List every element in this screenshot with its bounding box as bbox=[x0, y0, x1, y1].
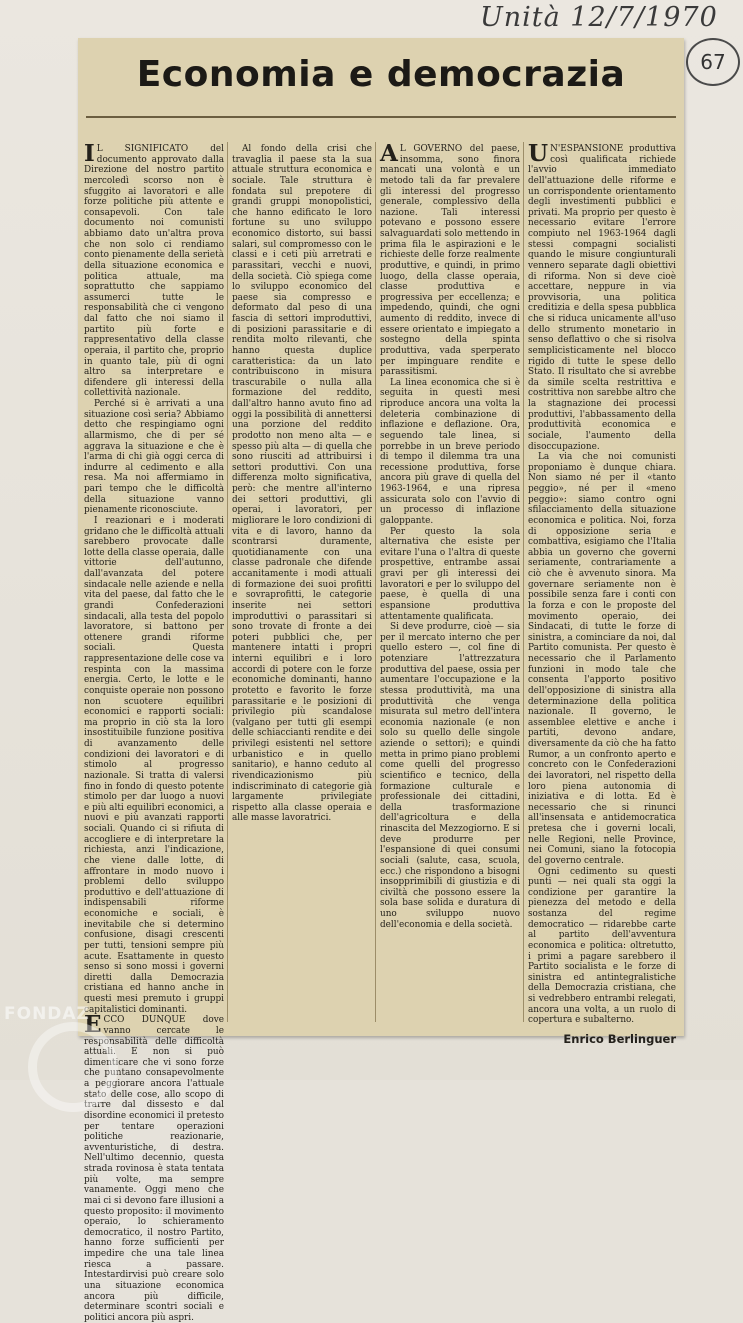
article-title: Economia e democrazia bbox=[136, 54, 626, 95]
handwritten-note: Unità 12/7/1970 bbox=[480, 2, 718, 33]
newspaper-clipping bbox=[78, 38, 684, 1323]
column-divider bbox=[227, 142, 228, 1022]
column-divider bbox=[375, 142, 376, 1022]
page-number-circle bbox=[686, 38, 740, 86]
column-divider bbox=[523, 142, 524, 1022]
article-paragraph: La via che noi comunisti proponiamo è dunque chiara. Non siamo né per il «tanto peggio», né per il «meno peggio»: siamo contro ogni sfilacciamento della situazione economica e politica. Noi, forza di opposizione seria e combattiva, esigiamo che l'Italia abbia un governo che governi seriamente, contrariamente a ciò che è avvenuto sinora. Ma governare seriamente non è possibile senza fare i conti con la forza e con le proposte del movimento operaio, dei Sindacati, di tutte le forze di sinistra, a cominciare da noi, dal Partito comunista. Per questo è necessario che il Parlamento funzioni in modo tale che consenta l'apporto positivo dell'opposizione di sinistra alla determinazione della politica nazionale. Il governo, le assemblee elettive e anche i partiti, devono andare, diversamente da ciò che ha fatto Rumor, a un confronto aperto e concreto con le Confederazioni dei lavoratori, nel rispetto della loro piena autonomia di iniziativa e di lotta. Ed è necessario che si rinunci all'insensata e antidemocratica pretesa che i governi locali, nelle Regioni, nelle Province, nei Comuni, siano la fotocopia del governo centrale. bbox=[528, 452, 676, 866]
article-column-2 bbox=[232, 144, 372, 1024]
article-paragraph: Al fondo della crisi che travaglia il paese sta la sua attuale struttura economica e sociale. Tale struttura è fondata sul prepotere di grandi gruppi monopolistici, che hanno edificato le loro fortune su uno sviluppo economico distorto, sui bassi salari, sul compromesso con le classi e i ceti più arretrati e parassitari, vecchi e nuovi, della società. Ciò spiega come lo sviluppo economico del paese sia compresso e deformato dal peso di una fascia di settori improduttivi, di posizioni parassitarie e di rendita molto rilevanti, che hanno questa duplice caratteristica: da un lato contribuiscono in misura trascurabile o nulla alla formazione del reddito, dall'altro hanno avuto fino ad oggi la possibilità di annettersi una porzione del reddito prodotto non meno alta — e spesso più alta — di quella che sono riusciti ad attribuirsi i settori produttivi. Con una differenza molto significativa, però: che mentre all'interno dei settori produttivi, gli operai, i lavoratori, per migliorare le loro condizioni di vita e di lavoro, hanno da scontrarsi duramente, quotidianamente con una classe padronale che difende accanitamente i modi attuali di formazione dei suoi profitti e sovraprofitti, le categorie inserite nei settori improduttivi o parassitari si sono trovate di fronte a dei poteri pubblici che, per mantenere intatti i propri interni equilibri e i loro accordi di potere con le forze economiche dominanti, hanno protetto e favorito le forze parassitarie e le posizioni di privilegio più scandalose (valgano per tutti gli esempi delle schiaccianti rendite e dei privilegi esistenti nel settore urbanistico e in quello sanitario), e hanno ceduto al rivendicazionismo più indiscriminato di categorie già largamente privilegiate rispetto alla classe operaia e alle masse lavoratrici. bbox=[232, 144, 372, 824]
article-paragraph: Per questo la sola alternativa che esiste per evitare l'una o l'altra di queste prospettive, entrambe assai gravi per gli interessi dei lavoratori e per lo sviluppo del paese, è quella di una espansione produttiva attentamente qualificata. bbox=[380, 526, 520, 622]
watermark-logo bbox=[28, 1022, 118, 1112]
article-paragraph: Si deve produrre, cioè — sia per il mercato interno che per quello estero —, col fine di potenziare l'attrezzatura produttiva del paese, ossia per aumentare l'occupazione e la stessa produttività, ma una produttività che venga misurata sul metro dell'intera economia nazionale (e non solo su quello delle singole aziende o settori); e quindi metta in primo piano problemi come quelli del progresso scientifico e tecnico, della formazione culturale e professionale dei cittadini, della trasformazione dell'agricoltura e della rinascita del Mezzogiorno. E si deve produrre per l'espansione di quei consumi sociali (salute, casa, scuola, ecc.) che rispondono a bisogni insopprimibili di giustizia e di civiltà che possono essere la sola base solida e duratura di uno sviluppo nuovo dell'economia e della società. bbox=[380, 622, 520, 930]
article-paragraph: AL GOVERNO del paese, insomma, sono finora mancati una volontà e un metodo tali da far prevalere gli interessi del progresso generale, complessivo della nazione. Tali interessi potevano e possono essere salvaguardati solo mettendo in prima fila le aspirazioni e le richieste delle forze realmente produttive, e quindi, in primo luogo, della classe operaia, classe produttiva e progressiva per eccellenza; e impedendo, quindi, che ogni aumento di reddito, invece di essere orientato e impiegato a sostegno della spinta produttiva, vada sperperato per impinguare rendite e parassitismi. bbox=[380, 140, 520, 378]
article-paragraph: IL SIGNIFICATO del documento approvato dalla Direzione del nostro partito mercoledì scorso non è sfuggito ai lavoratori e alle forze politiche più attente e consapevoli. Con tale documento noi comunisti abbiamo dato un'altra prova che non solo ci rendiamo conto pienamente della serietà della situazione economica e politica attuale, ma soprattutto che sappiamo assumerci tutte le responsabilità che ci vengono dal fatto che noi siamo il partito più forte e rappresentativo della classe operaia, il partito che, proprio in quanto tale, più di ogni altro sa interpretare e difendere gli interessi della collettività nazionale. bbox=[84, 140, 224, 399]
article-paragraph: La linea economica che si è seguita in questi mesi riproduce ancora una volta la deleteria combinazione di inflazione e deflazione. Ora, seguendo tale linea, si porrebbe in un breve periodo di tempo il dilemma tra una recessione produttiva, forse ancora più grave di quella del 1963-1964, e una ripresa assicurata solo con l'avvio di un processo di inflazione galoppante. bbox=[380, 377, 520, 526]
article-paragraph: I reazionari e i moderati gridano che le difficoltà attuali sarebbero provocate dalle lotte della classe operaia, dalle vittorie dell'autunno, dall'avanzata del potere sindacale nelle aziende e nella vita del paese, dal fatto che le grandi Confederazioni sindacali, alla testa del popolo lavoratore, si battono per ottenere grandi riforme sociali. Questa rappresentazione delle cose va respinta con la massima energia. Certo, le lotte e le conquiste operaie non possono non scuotere equilibri economici e rapporti sociali: ma proprio in ciò sta la loro insostituibile funzione positiva di avanzamento delle condizioni dei lavoratori e di stimolo al progresso nazionale. Si tratta di valersi fino in fondo di questo potente stimolo per dar luogo a nuovi e più alti equilibri economici, a nuovi e più avanzati rapporti sociali. Quando ci si rifiuta di accogliere e di interpretare la richiesta, anzi l'indicazione, che viene dalle lotte, di affrontare in modo nuovo i problemi dello sviluppo produttivo e dell'attuazione di indispensabili riforme economiche e sociali, è inevitabile che si determino confusione, disagi crescenti per tutti, tensioni sempre più acute. Esattamente in questo senso si sono mossi i governi diretti dalla Democrazia cristiana ed hanno anche in questi mesi premuto i gruppi capitalistici dominanti. bbox=[84, 515, 224, 1015]
title-rule bbox=[86, 116, 676, 118]
watermark-text: FONDAZ bbox=[4, 1004, 90, 1024]
article-column-1 bbox=[84, 140, 224, 1323]
article-column-4 bbox=[528, 140, 676, 1046]
article-paragraph: Ogni cedimento su questi punti — nei quali sta oggi la condizione per garantire la pienezza del metodo e della sostanza del regime democratico — ridarebbe carte al partito dell'avventura economica e politica: oltretutto, i primi a pagare sarebbero il Partito socialista e le forze di sinistra ed antintegralistiche della Democrazia cristiana, che si vedrebbero entrambi relegati, ancora una volta, a un ruolo di copertura e subalterno. bbox=[528, 866, 676, 1026]
page-number: 67 bbox=[700, 50, 726, 74]
article-column-3 bbox=[380, 140, 520, 1024]
article-paragraph: ECCO DUNQUE dove vanno cercate le responsabilità delle difficoltà attuali. E non si può dimenticare che vi sono forze che puntano consapevolmente a peggiorare ancora l'attuale stato delle cose, allo scopo di trarre dal dissesto e dal disordine economici il pretesto per tentare operazioni politiche reazionarie, avventuristiche, di destra. Nell'ultimo decennio, questa strada rovinosa è stata tentata più volte, ma sempre vanamente. Oggi meno che mai ci si devono fare illusioni a questo proposito: il movimento operaio, lo schieramento democratico, il nostro Partito, hanno forze sufficienti per impedire che una tale linea riesca a passare. Intestardirvisi può creare solo una situazione economica ancora più difficile, determinare scontri sociali e politici ancora più aspri. bbox=[84, 1011, 224, 1323]
author-signature: Enrico Berlinguer bbox=[563, 1031, 676, 1046]
article-paragraph: UN'ESPANSIONE produttiva così qualificata richiede l'avvio immediato dell'attuazione delle riforme e un corrispondente orientamento degli investimenti pubblici e privati. Ma proprio per questo è necessario evitare l'errore compiuto nel 1963-1964 dagli stessi compagni socialisti quando le misure congiunturali vennero separate dagli obiettivi di riforma. Non si deve cioè accettare, neppure in via provvisoria, una politica creditizia e della spesa pubblica che si riduca unicamente all'uso dello strumento monetario in senso deflattivo o che si risolva semplicisticamente nel blocco rigido di tutte le spese dello Stato. Il risultato che si avrebbe da simile scelta restrittiva e costrittiva non sarebbe altro che la stagnazione dei processi produttivi, l'abbassamento della produttività economica e sociale, l'aumento della disoccupazione. bbox=[528, 140, 676, 452]
article-paragraph: Perché si è arrivati a una situazione così seria? Abbiamo detto che respingiamo ogni allarmismo, che di per sé aggrava la situazione e che è l'arma di chi già oggi cerca di indurre al cedimento e alla resa. Ma noi affermiamo in pari tempo che le difficoltà della situazione vanno pienamente riconosciute. bbox=[84, 399, 224, 516]
